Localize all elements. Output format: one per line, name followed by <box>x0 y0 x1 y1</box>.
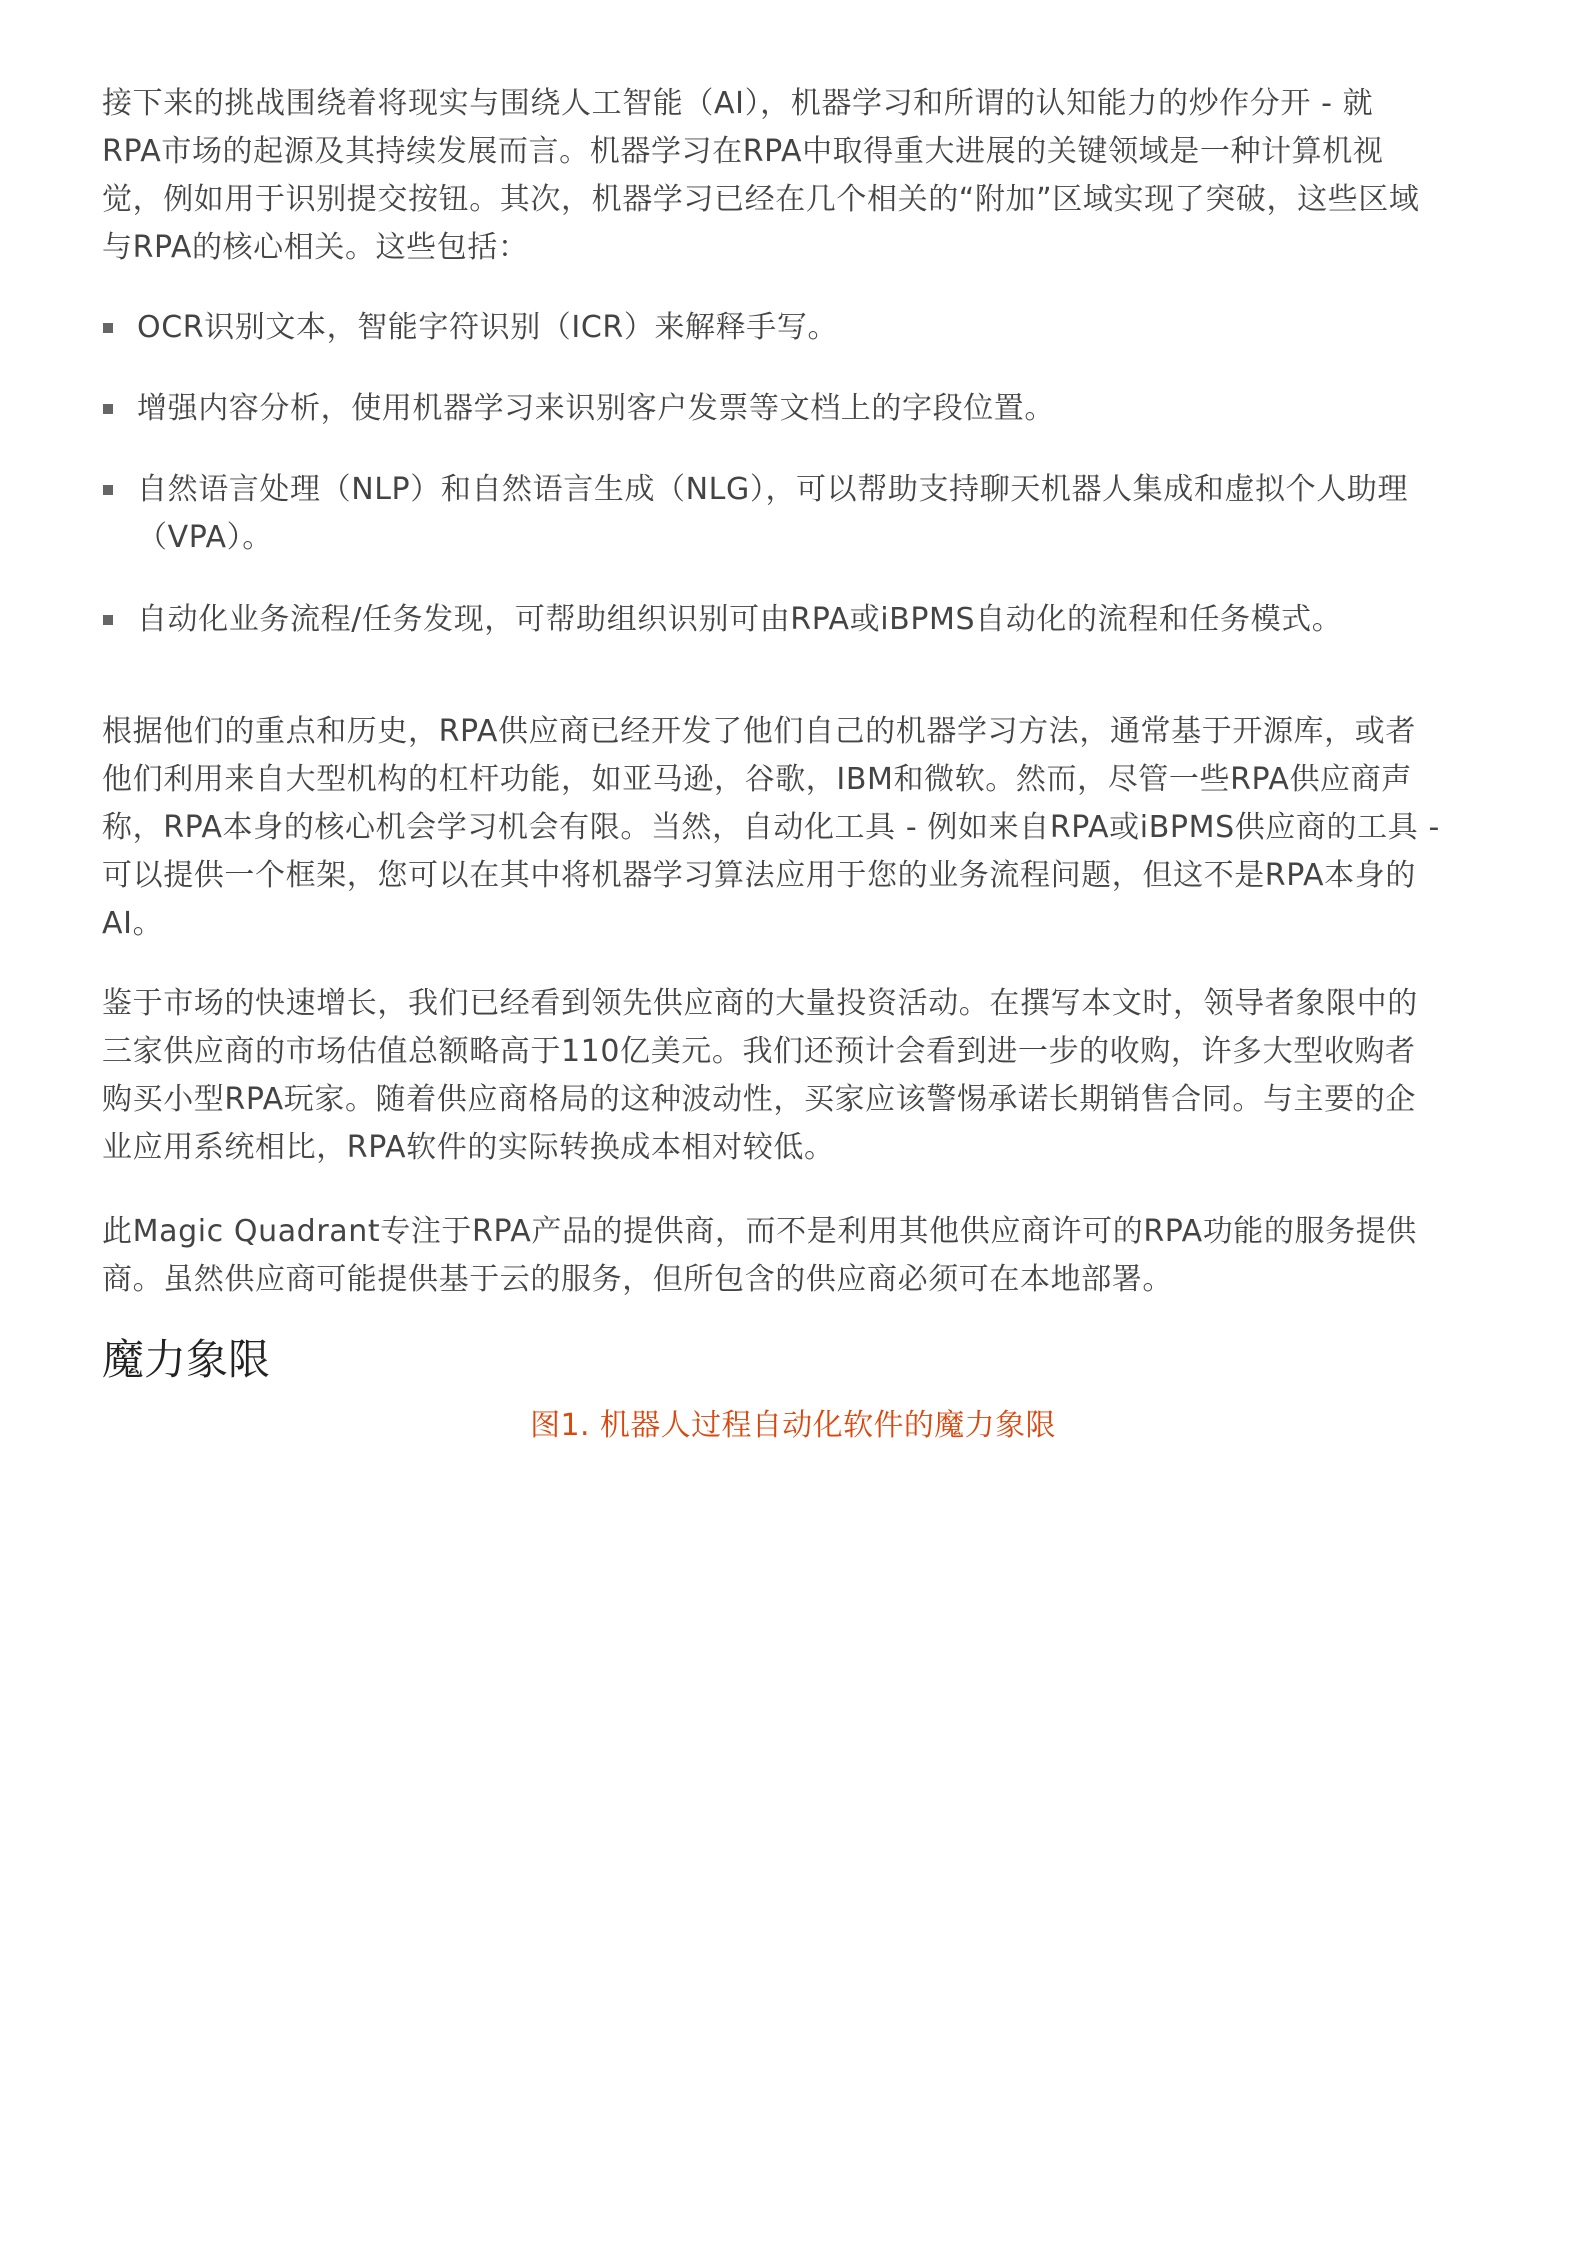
text-line: 根据他们的重点和历史，RPA供应商已经开发了他们自己的机器学习方法，通常基于开源库，或者 <box>102 714 1416 749</box>
text-line: 觉，例如用于识别提交按钮。其次，机器学习已经在几个相关的“附加”区域实现了突破，这些区域 <box>102 182 1420 217</box>
text-line: 接下来的挑战围绕着将现实与围绕人工智能（AI），机器学习和所谓的认知能力的炒作分开 - 就 <box>102 86 1374 121</box>
text-line: 称，RPA本身的核心机会学习机会有限。当然，自动化工具 - 例如来自RPA或iBPMS供应商的工具 - <box>102 810 1440 845</box>
text-line: 三家供应商的市场估值总额略高于110亿美元。我们还预计会看到进一步的收购，许多大型收购者 <box>102 1034 1416 1069</box>
paragraph-scope <box>102 1208 1492 1304</box>
text-line: OCR识别文本，智能字符识别（ICR）来解释手写。 <box>137 310 839 345</box>
text-line: 与RPA的核心相关。这些包括： <box>102 230 529 265</box>
section-heading: 魔力象限 <box>102 1335 271 1384</box>
text-line: 增强内容分析，使用机器学习来识别客户发票等文档上的字段位置。 <box>137 391 1055 426</box>
text-line: 商。虽然供应商可能提供基于云的服务，但所包含的供应商必须可在本地部署。 <box>102 1262 1173 1297</box>
paragraph-vendor-ml <box>102 708 1492 948</box>
text-line: 购买小型RPA玩家。随着供应商格局的这种波动性，买家应该警惕承诺长期销售合同。与主要的企 <box>102 1082 1416 1117</box>
text-line: 可以提供一个框架，您可以在其中将机器学习算法应用于您的业务流程问题，但这不是RPA本身的 <box>102 858 1416 893</box>
square-bullet-icon <box>103 485 113 495</box>
paragraph-market-growth <box>102 980 1492 1172</box>
text-line: 自动化业务流程/任务发现，可帮助组织识别可由RPA或iBPMS自动化的流程和任务模式。 <box>137 602 1343 637</box>
paragraph-intro <box>102 80 1492 272</box>
square-bullet-icon <box>103 323 113 333</box>
text-line: 自然语言处理（NLP）和自然语言生成（NLG），可以帮助支持聊天机器人集成和虚拟个人助理 <box>137 472 1409 507</box>
text-line: RPA市场的起源及其持续发展而言。机器学习在RPA中取得重大进展的关键领域是一种计算机视 <box>102 134 1384 169</box>
square-bullet-icon <box>103 615 113 625</box>
text-line: 鉴于市场的快速增长，我们已经看到领先供应商的大量投资活动。在撰写本文时，领导者象限中的 <box>102 986 1418 1021</box>
square-bullet-icon <box>103 404 113 414</box>
text-line: AI。 <box>102 906 164 941</box>
text-line: 他们利用来自大型机构的杠杆功能，如亚马逊，谷歌，IBM和微软。然而，尽管一些RPA供应商声 <box>102 762 1412 797</box>
text-line: 业应用系统相比，RPA软件的实际转换成本相对较低。 <box>102 1130 835 1165</box>
figure-caption: 图1. 机器人过程自动化软件的魔力象限 <box>530 1408 1056 1443</box>
text-line: （VPA）。 <box>137 520 273 555</box>
text-line: 此Magic Quadrant专注于RPA产品的提供商，而不是利用其他供应商许可的RPA功能的服务提供 <box>102 1214 1417 1249</box>
